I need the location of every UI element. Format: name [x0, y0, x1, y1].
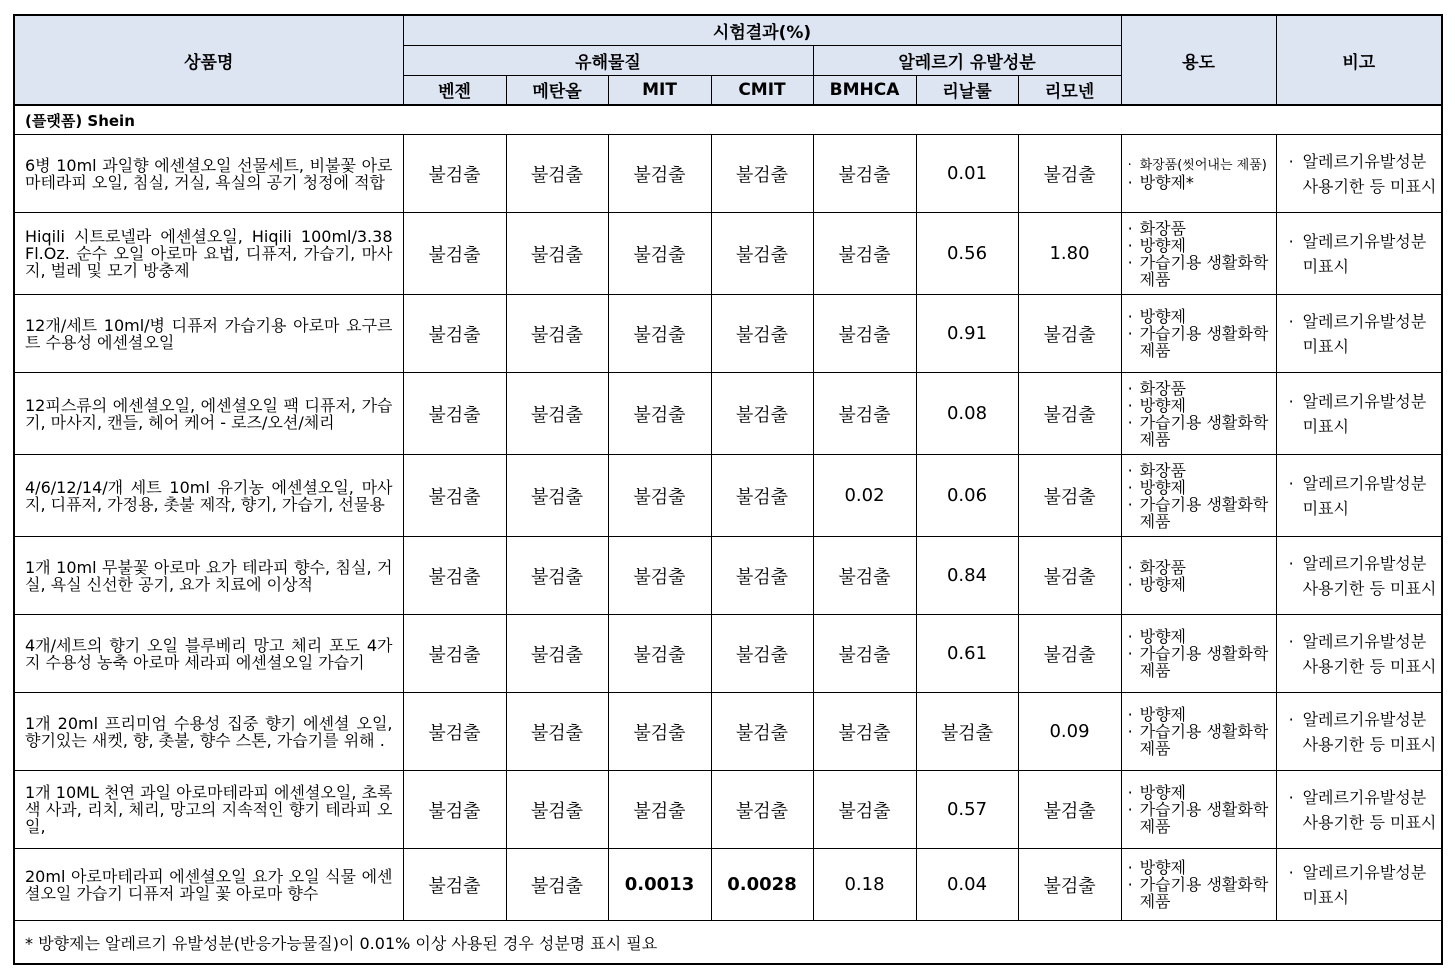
- note-line: · 알레르기유발성분: [1303, 389, 1442, 414]
- table-row: [14, 295, 1442, 373]
- table-row: [14, 615, 1442, 693]
- result-value: 불검출: [506, 295, 608, 373]
- result-value: 불검출: [608, 537, 711, 615]
- use-cell: [1121, 455, 1276, 537]
- use-item: · 방향제: [1140, 308, 1276, 325]
- result-value: 불검출: [506, 373, 608, 455]
- note-line: · 알레르기유발성분: [1303, 149, 1442, 174]
- result-value: 불검출: [608, 135, 711, 213]
- use-cell: [1121, 849, 1276, 921]
- product-name: 1개 10ml 무불꽃 아로마 요가 테라피 향수, 침실, 거실, 욕실 신선한 공기, 요가 치료에 이상적: [14, 537, 403, 615]
- use-cell: [1121, 295, 1276, 373]
- note-cell: [1276, 373, 1442, 455]
- use-item: · 가습기용 생활화학제품: [1140, 723, 1276, 757]
- product-name: 20ml 아로마테라피 에센셜오일 요가 오일 식물 에센셜오일 가습기 디퓨저 과일 꽃 아로마 향수: [14, 849, 403, 921]
- use-cell: [1121, 537, 1276, 615]
- header-benzene: 벤젠: [403, 75, 506, 105]
- product-name: 1개 20ml 프리미엄 수용성 집중 향기 에센셜 오일, 향기있는 새켓, 향, 촛불, 향수 스톤, 가습기를 위해 .: [14, 693, 403, 771]
- use-cell: [1121, 135, 1276, 213]
- use-item: · 방향제: [1140, 576, 1276, 593]
- note-line: 사용기한 등 미표시: [1302, 578, 1437, 598]
- result-value: 0.57: [916, 771, 1018, 849]
- use-item: · 방향제: [1140, 479, 1276, 496]
- note-line: · 알레르기유발성분: [1303, 229, 1442, 254]
- header-results: 시험결과(%): [403, 15, 1121, 45]
- note-line: 사용기한 등 미표시: [1302, 176, 1437, 196]
- note-line: 미표시: [1302, 887, 1349, 907]
- note-line: 사용기한 등 미표시: [1302, 812, 1437, 832]
- result-value: 불검출: [813, 373, 916, 455]
- header-methanol: 메탄올: [506, 75, 608, 105]
- table-row: [14, 213, 1442, 295]
- results-table-container: [13, 14, 1441, 965]
- use-item: · 화장품: [1140, 220, 1276, 237]
- result-value: 0.61: [916, 615, 1018, 693]
- result-value: 0.56: [916, 213, 1018, 295]
- note-line: · 알레르기유발성분: [1303, 629, 1442, 654]
- use-cell: [1121, 615, 1276, 693]
- result-value: 불검출: [1018, 135, 1121, 213]
- header-linalool: 리날룰: [916, 75, 1018, 105]
- product-name: 12피스류의 에센셜오일, 에센셜오일 팩 디퓨저, 가습기, 마사지, 캔들, 헤어 케어 - 로즈/오션/체리: [14, 373, 403, 455]
- result-value: 불검출: [711, 295, 813, 373]
- result-value: 불검출: [1018, 771, 1121, 849]
- result-value: 불검출: [1018, 295, 1121, 373]
- product-name: Hiqili 시트로넬라 에센셜오일, Hiqili 100ml/3.38 Fl.Oz. 순수 오일 아로마 요법, 디퓨저, 가습기, 마사지, 벌레 및 모기 방충제: [14, 213, 403, 295]
- result-value: 불검출: [1018, 455, 1121, 537]
- table-row: [14, 373, 1442, 455]
- note-line: 사용기한 등 미표시: [1302, 734, 1437, 754]
- result-value: 불검출: [403, 455, 506, 537]
- product-name: 4개/세트의 향기 오일 블루베리 망고 체리 포도 4가지 수용성 농축 아로마 세라피 에센셜오일 가습기: [14, 615, 403, 693]
- table-row: [14, 849, 1442, 921]
- result-value: 불검출: [506, 615, 608, 693]
- result-value: 불검출: [813, 135, 916, 213]
- use-item: · 가습기용 생활화학제품: [1140, 876, 1276, 910]
- use-item: · 가습기용 생활화학제품: [1140, 414, 1276, 448]
- product-name: 12개/세트 10ml/병 디퓨저 가습기용 아로마 요구르트 수용성 에센셜오일: [14, 295, 403, 373]
- result-value: 불검출: [711, 135, 813, 213]
- use-cell: [1121, 771, 1276, 849]
- result-value: 0.08: [916, 373, 1018, 455]
- table-row: [14, 771, 1442, 849]
- result-value: 불검출: [711, 693, 813, 771]
- result-value: 불검출: [1018, 373, 1121, 455]
- note-line: 사용기한 등 미표시: [1302, 656, 1437, 676]
- header-harmful: 유해물질: [403, 45, 813, 75]
- result-value: 0.04: [916, 849, 1018, 921]
- use-item: · 방향제: [1140, 628, 1276, 645]
- use-item: · 방향제: [1140, 859, 1276, 876]
- note-cell: [1276, 849, 1442, 921]
- result-value: 불검출: [711, 455, 813, 537]
- header-note: 비고: [1276, 15, 1442, 105]
- test-results-table: [13, 14, 1443, 965]
- use-item: · 화장품: [1140, 462, 1276, 479]
- result-value: 불검출: [711, 537, 813, 615]
- note-line: 미표시: [1302, 256, 1349, 276]
- header-use: 용도: [1121, 15, 1276, 105]
- result-value: 불검출: [506, 849, 608, 921]
- header-product: 상품명: [14, 15, 403, 105]
- result-value: 불검출: [403, 213, 506, 295]
- use-cell: [1121, 373, 1276, 455]
- result-value: 불검출: [403, 135, 506, 213]
- result-value: 불검출: [813, 615, 916, 693]
- note-cell: [1276, 135, 1442, 213]
- use-item: · 방향제: [1140, 784, 1276, 801]
- note-cell: [1276, 213, 1442, 295]
- result-value: 불검출: [403, 373, 506, 455]
- use-item: · 가습기용 생활화학제품: [1140, 325, 1276, 359]
- use-item: · 방향제: [1140, 237, 1276, 254]
- note-line: 미표시: [1302, 416, 1349, 436]
- note-line: · 알레르기유발성분: [1303, 551, 1442, 576]
- result-value: 불검출: [403, 537, 506, 615]
- result-value: 불검출: [813, 693, 916, 771]
- result-value: 0.02: [813, 455, 916, 537]
- use-item: · 가습기용 생활화학제품: [1140, 801, 1276, 835]
- table-row: [14, 455, 1442, 537]
- result-value: 불검출: [506, 455, 608, 537]
- result-value: 불검출: [813, 295, 916, 373]
- result-value: 불검출: [813, 213, 916, 295]
- note-cell: [1276, 455, 1442, 537]
- result-value: 불검출: [506, 693, 608, 771]
- result-value: 0.91: [916, 295, 1018, 373]
- result-value: 불검출: [608, 213, 711, 295]
- use-cell: [1121, 213, 1276, 295]
- header-bmhca: BMHCA: [813, 75, 916, 105]
- result-value: 불검출: [506, 771, 608, 849]
- product-name: 1개 10ML 천연 과일 아로마테라피 에센셜오일, 초록색 사과, 리치, 체리, 망고의 지속적인 향기 테라피 오일,: [14, 771, 403, 849]
- result-value: 불검출: [711, 213, 813, 295]
- table-row: [14, 537, 1442, 615]
- table-header: [14, 15, 1442, 105]
- result-value: 불검출: [506, 213, 608, 295]
- result-value: 1.80: [1018, 213, 1121, 295]
- result-value: 0.0028: [711, 849, 813, 921]
- header-allergen: 알레르기 유발성분: [813, 45, 1121, 75]
- note-line: 미표시: [1302, 336, 1349, 356]
- use-item: · 화장품: [1140, 559, 1276, 576]
- result-value: 불검출: [403, 295, 506, 373]
- result-value: 불검출: [711, 771, 813, 849]
- use-cell: [1121, 693, 1276, 771]
- table-row: [14, 693, 1442, 771]
- product-name: 6병 10ml 과일향 에센셜오일 선물세트, 비불꽃 아로마테라피 오일, 침실, 거실, 욕실의 공기 청정에 적합: [14, 135, 403, 213]
- result-value: 불검출: [506, 135, 608, 213]
- result-value: 불검출: [403, 771, 506, 849]
- use-item: · 화장품: [1140, 380, 1276, 397]
- table-row: [14, 135, 1442, 213]
- note-line: · 알레르기유발성분: [1303, 471, 1442, 496]
- result-value: 0.09: [1018, 693, 1121, 771]
- note-line: · 알레르기유발성분: [1303, 707, 1442, 732]
- result-value: 불검출: [1018, 615, 1121, 693]
- table-body: [14, 105, 1442, 921]
- result-value: 0.18: [813, 849, 916, 921]
- result-value: 불검출: [813, 537, 916, 615]
- result-value: 불검출: [403, 693, 506, 771]
- result-value: 불검출: [813, 771, 916, 849]
- result-value: 불검출: [608, 615, 711, 693]
- result-value: 불검출: [1018, 849, 1121, 921]
- note-line: · 알레르기유발성분: [1303, 785, 1442, 810]
- header-limonene: 리모넨: [1018, 75, 1121, 105]
- note-cell: [1276, 537, 1442, 615]
- note-line: 미표시: [1302, 498, 1349, 518]
- use-item: · 화장품(씻어내는 제품): [1140, 157, 1276, 174]
- result-value: 불검출: [403, 615, 506, 693]
- result-value: 불검출: [608, 373, 711, 455]
- footnote: * 방향제는 알레르기 유발성분(반응가능물질)이 0.01% 이상 사용된 경우 성분명 표시 필요: [14, 921, 1442, 965]
- use-item: · 가습기용 생활화학제품: [1140, 645, 1276, 679]
- note-cell: [1276, 615, 1442, 693]
- header-mit: MIT: [608, 75, 711, 105]
- use-item: · 방향제: [1140, 397, 1276, 414]
- use-item: · 가습기용 생활화학제품: [1140, 496, 1276, 530]
- result-value: 불검출: [711, 615, 813, 693]
- product-name: 4/6/12/14/개 세트 10ml 유기농 에센셜오일, 마사지, 디퓨저, 가정용, 촛불 제작, 향기, 가습기, 선물용: [14, 455, 403, 537]
- use-item: · 가습기용 생활화학제품: [1140, 254, 1276, 288]
- result-value: 0.0013: [608, 849, 711, 921]
- result-value: 0.06: [916, 455, 1018, 537]
- result-value: 0.01: [916, 135, 1018, 213]
- result-value: 0.84: [916, 537, 1018, 615]
- note-cell: [1276, 693, 1442, 771]
- result-value: 불검출: [711, 373, 813, 455]
- result-value: 불검출: [1018, 537, 1121, 615]
- platform-label: (플랫폼) Shein: [14, 105, 1442, 135]
- note-line: · 알레르기유발성분: [1303, 309, 1442, 334]
- result-value: 불검출: [506, 537, 608, 615]
- use-item: · 방향제*: [1140, 174, 1276, 191]
- use-item: · 방향제: [1140, 706, 1276, 723]
- result-value: 불검출: [608, 771, 711, 849]
- result-value: 불검출: [916, 693, 1018, 771]
- result-value: 불검출: [403, 849, 506, 921]
- result-value: 불검출: [608, 693, 711, 771]
- note-line: · 알레르기유발성분: [1303, 860, 1442, 885]
- result-value: 불검출: [608, 455, 711, 537]
- header-cmit: CMIT: [711, 75, 813, 105]
- note-cell: [1276, 295, 1442, 373]
- result-value: 불검출: [608, 295, 711, 373]
- note-cell: [1276, 771, 1442, 849]
